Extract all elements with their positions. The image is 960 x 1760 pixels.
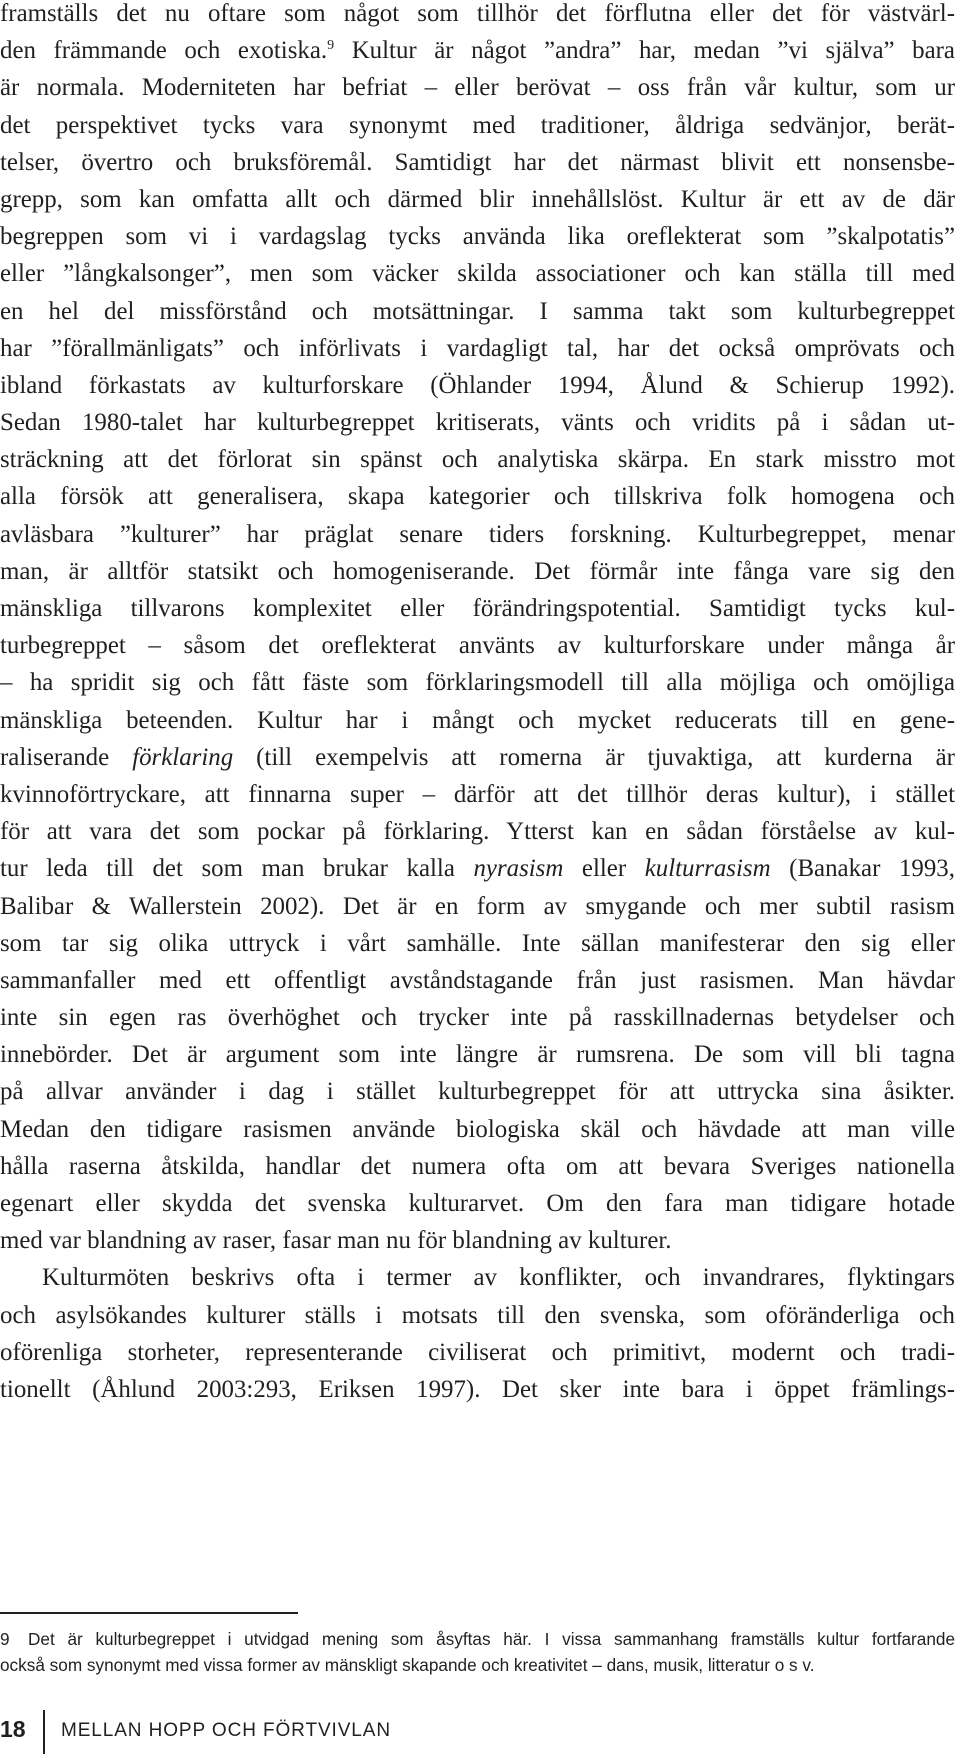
text-line: oförenliga storheter, representerande civiliserat och primitivt, modernt och tradi- — [0, 1338, 955, 1366]
text-line: sträckning att det förlorat sin spänst och analytiska skärpa. En stark misstro mot — [0, 446, 955, 474]
footnote-divider — [0, 1612, 298, 1614]
text-line: eller ”långkalsonger”, men som väcker skilda associationer och kan ställa till med — [0, 260, 955, 288]
text-line: som tar sig olika uttryck i vårt samhälle. Inte sällan manifesterar den sig eller — [0, 929, 955, 957]
text-line: en hel del missförstånd och motsättningar. I samma takt som kulturbegreppet — [0, 297, 955, 325]
text-line: har ”förallmänligats” och införlivats i vardagligt tal, har det också omprövats och — [0, 334, 955, 362]
text-line: för att vara det som pockar på förklaring. Ytterst kan en sådan förståelse av kul- — [0, 818, 955, 846]
footnote-reference[interactable]: 9 — [327, 38, 335, 54]
text-line: är normala. Moderniteten har befriat – eller berövat – oss från vår kultur, som ur — [0, 74, 955, 102]
text-line: turbegreppet – såsom det oreflekterat använts av kulturforskare under många år — [0, 632, 955, 660]
text-line: Balibar & Wallerstein 2002). Det är en form av smygande och mer subtil rasism — [0, 892, 955, 920]
text-line: sammanfaller med ett offentligt avståndstagande från just rasismen. Man hävdar — [0, 966, 955, 994]
footnote-text: Det är kulturbegreppet i utvidgad mening som åsyftas här. I vissa sammanhang framställs kultur fortfarande — [28, 1629, 955, 1649]
footnote-line — [0, 1626, 955, 1652]
text-line: på allvar använder i dag i stället kulturbegreppet för att uttrycka sina åsikter. — [0, 1078, 955, 1106]
footnote-number: 9 — [0, 1629, 10, 1649]
text-line: – ha spridit sig och fått fäste som förklaringsmodell till alla möjliga och omöjliga — [0, 669, 955, 697]
text-segment: tur leda till det som man brukar kalla — [0, 855, 455, 883]
text-segment: den främmande och exotiska. — [0, 37, 328, 65]
text-line: Kulturmöten beskrivs ofta i termer av konflikter, och invandrares, flyktingars — [42, 1264, 955, 1292]
text-line: ibland förkastats av kulturforskare (Öhlander 1994, Ålund & Schierup 1992). — [0, 371, 955, 399]
footer-divider — [43, 1710, 45, 1754]
text-line: Sedan 1980-talet har kulturbegreppet kritiserats, vänts och vridits på i sådan ut- — [0, 409, 955, 437]
running-head: MELLAN HOPP OCH FÖRTVIVLAN — [61, 1720, 391, 1741]
text-segment: Kultur är något ”andra” har, medan ”vi själva” bara — [351, 37, 955, 65]
footnote-line: också som synonymt med vissa former av mänskligt skapande och kreativitet – dans, musik, litteratur o s v. — [0, 1655, 815, 1675]
text-line: och asylsökandes kulturer ställs i motsats till den svenska, som oföränderliga och — [0, 1301, 955, 1329]
text-line: mänskliga tillvarons komplexitet eller förändringspotential. Samtidigt tycks kul- — [0, 595, 955, 622]
text-line: inte sin egen ras överhöghet och trycker inte på rasskillnadernas betydelser och — [0, 1004, 955, 1032]
text-line: kvinnoförtryckare, att finnarna super – därför att det tillhör deras kultur), i stället — [0, 780, 955, 808]
text-segment: (till exempelvis att romerna är tjuvaktiga, att kurderna är — [256, 743, 955, 771]
text-line: det perspektivet tycks vara synonymt med traditioner, åldriga sedvänjor, berät- — [0, 111, 955, 139]
text-line — [0, 739, 955, 776]
page-number: 18 — [0, 1716, 26, 1742]
text-line: Medan den tidigare rasismen använde biologiska skäl och hävdade att man ville — [0, 1115, 955, 1143]
footnote — [0, 1626, 955, 1678]
italic-term: förklaring — [132, 743, 234, 771]
text-line: med var blandning av raser, fasar man nu för blandning av kulturer. — [0, 1227, 672, 1255]
text-line: avläsbara ”kulturer” har präglat senare tiders forskning. Kulturbegreppet, menar — [0, 520, 955, 548]
text-line — [0, 850, 955, 887]
text-line: grepp, som kan omfatta allt och därmed blir innehållslöst. Kultur är ett av de där — [0, 185, 955, 213]
text-line: mänskliga beteenden. Kultur har i mångt och mycket reducerats till en gene- — [0, 706, 955, 734]
text-line: framställs det nu oftare som något som tillhör det förflutna eller det för västvärl- — [0, 0, 955, 27]
italic-term: nyrasism — [473, 855, 564, 883]
text-line: man, är alltför statsikt och homogeniserande. Det förmår inte fånga vare sig den — [0, 557, 955, 585]
text-segment: raliserande — [0, 743, 110, 771]
text-segment: eller — [581, 855, 627, 883]
text-line: alla försök att generalisera, skapa kategorier och tillskriva folk homogena och — [0, 483, 955, 511]
text-line: hålla raserna åtskilda, handlar det numera ofta om att bevara Sveriges nationella — [0, 1152, 955, 1180]
text-line: telser, övertro och bruksföremål. Samtidigt har det närmast blivit ett nonsensbe- — [0, 148, 955, 176]
italic-term: kulturrasism — [644, 855, 771, 883]
text-line: innebörder. Det är argument som inte längre är rumsrena. De som vill bli tagna — [0, 1041, 955, 1069]
text-segment: (Banakar 1993, — [789, 855, 955, 883]
text-line — [0, 32, 955, 69]
text-line: egenart eller skydda det svenska kulturarvet. Om den fara man tidigare hotade — [0, 1190, 955, 1217]
text-line: tionellt (Åhlund 2003:293, Eriksen 1997). Det sker inte bara i öppet främlings- — [0, 1375, 955, 1403]
text-line: begreppen som vi i vardagslag tycks använda lika oreflekterat som ”skalpotatis” — [0, 223, 955, 251]
